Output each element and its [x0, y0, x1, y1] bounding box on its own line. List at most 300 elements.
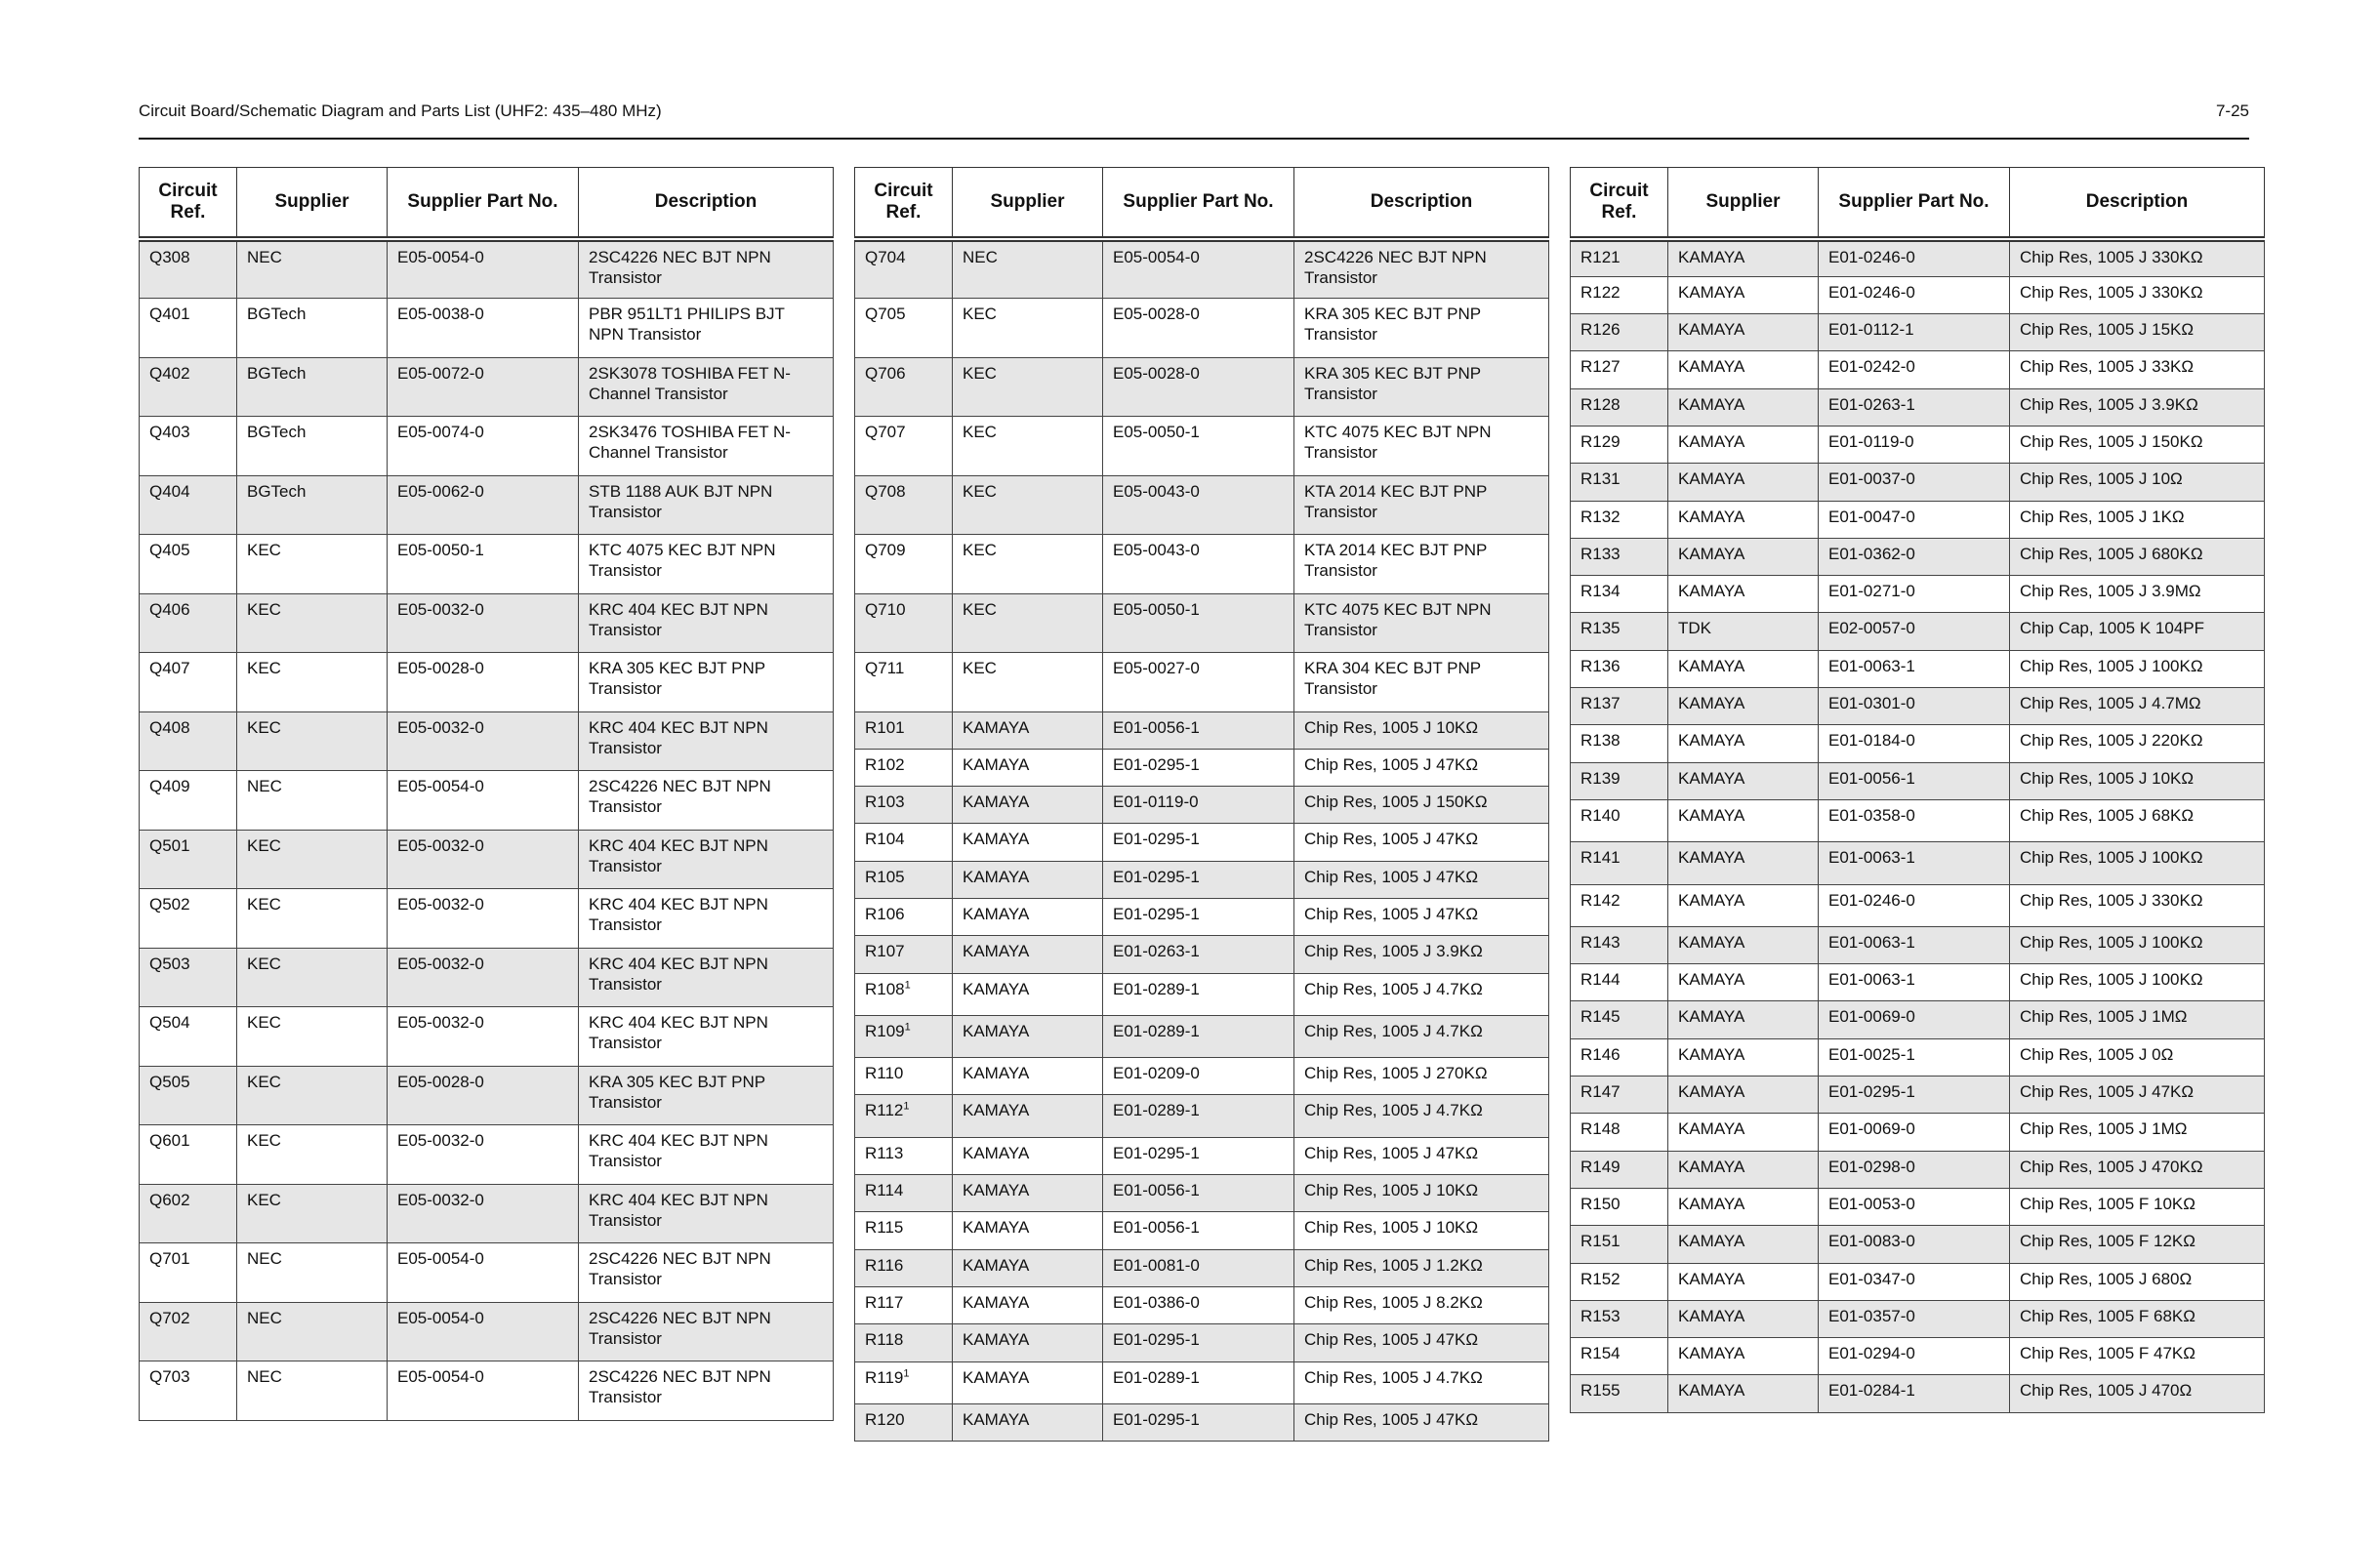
table-row: [1571, 799, 2265, 841]
supplier-cell: KEC: [953, 299, 1103, 358]
circuit-ref-cell: [140, 653, 237, 712]
circuit-ref: Q706: [865, 363, 906, 383]
circuit-ref-cell: [1571, 501, 1668, 538]
part-number-cell: E05-0028-0: [388, 1066, 579, 1125]
table-row: [140, 475, 834, 535]
circuit-ref: R117: [865, 1292, 904, 1312]
part-number-cell: E01-0289-1: [1103, 973, 1294, 1015]
part-number-cell: E01-0056-1: [1103, 1175, 1294, 1212]
part-number-cell: E01-0301-0: [1819, 688, 2010, 725]
circuit-ref-cell: [140, 1007, 237, 1067]
column-header-part-no: Supplier Part No.: [388, 168, 579, 240]
description-cell: Chip Res, 1005 F 12KΩ: [2010, 1226, 2265, 1263]
part-number-cell: E01-0358-0: [1819, 799, 2010, 841]
part-number-cell: E01-0242-0: [1819, 351, 2010, 388]
circuit-ref-cell: [855, 1212, 953, 1249]
table-row: [140, 1066, 834, 1125]
circuit-ref-cell: [1571, 314, 1668, 351]
circuit-ref-cell: [1571, 1001, 1668, 1038]
table-row: [140, 653, 834, 712]
description-cell: Chip Res, 1005 J 100KΩ: [2010, 650, 2265, 687]
description-cell: Chip Res, 1005 J 33KΩ: [2010, 351, 2265, 388]
part-number-cell: E01-0295-1: [1103, 1324, 1294, 1361]
supplier-cell: KAMAYA: [1668, 576, 1819, 613]
circuit-ref: R119: [865, 1367, 904, 1387]
circuit-ref-cell: [1571, 1338, 1668, 1375]
circuit-ref: R116: [865, 1255, 904, 1275]
table-row: [140, 1243, 834, 1303]
circuit-ref-cell: [1571, 538, 1668, 575]
supplier-cell: TDK: [1668, 613, 1819, 650]
supplier-cell: KAMAYA: [953, 824, 1103, 861]
column-header-supplier: Supplier: [237, 168, 388, 240]
supplier-cell: KAMAYA: [1668, 388, 1819, 426]
circuit-ref: R107: [865, 942, 905, 961]
part-number-cell: E01-0209-0: [1103, 1058, 1294, 1095]
column-header-description: Description: [1294, 168, 1549, 240]
circuit-ref: R113: [865, 1143, 904, 1162]
description-cell: Chip Res, 1005 J 47KΩ: [1294, 749, 1549, 786]
circuit-ref-cell: [140, 1243, 237, 1303]
part-number-cell: E05-0032-0: [388, 889, 579, 949]
circuit-ref-cell: [1571, 276, 1668, 313]
circuit-ref: Q409: [149, 777, 190, 795]
table-row: [855, 898, 1549, 935]
circuit-ref: R132: [1580, 507, 1621, 526]
supplier-cell: KEC: [237, 1007, 388, 1067]
circuit-ref: Q710: [865, 599, 906, 619]
description-cell: Chip Res, 1005 J 47KΩ: [1294, 824, 1549, 861]
description-cell: Chip Res, 1005 J 330KΩ: [2010, 884, 2265, 926]
circuit-ref-cell: [140, 535, 237, 594]
supplier-cell: KAMAYA: [953, 1095, 1103, 1137]
supplier-cell: KAMAYA: [953, 861, 1103, 898]
supplier-cell: KEC: [237, 1066, 388, 1125]
table-row: [1571, 1375, 2265, 1412]
supplier-cell: NEC: [237, 1243, 388, 1303]
column-header-description: Description: [2010, 168, 2265, 240]
supplier-cell: KEC: [953, 417, 1103, 476]
table-row: [140, 1361, 834, 1421]
part-number-cell: E05-0054-0: [1103, 239, 1294, 299]
part-number-cell: E05-0032-0: [388, 711, 579, 771]
supplier-cell: KAMAYA: [1668, 688, 1819, 725]
circuit-ref: R112: [865, 1101, 904, 1120]
table-row: [1571, 1114, 2265, 1151]
part-number-cell: E01-0025-1: [1819, 1038, 2010, 1076]
circuit-ref: R105: [865, 867, 905, 886]
circuit-ref: Q403: [149, 423, 190, 441]
table-row: [1571, 884, 2265, 926]
circuit-ref-cell: [855, 1015, 953, 1057]
part-number-cell: E01-0263-1: [1103, 936, 1294, 973]
circuit-ref-cell: [855, 1095, 953, 1137]
table-row: [1571, 464, 2265, 501]
column-header-circuit-ref: Circuit Ref.: [855, 168, 953, 240]
part-number-cell: E01-0246-0: [1819, 884, 2010, 926]
circuit-ref-cell: [855, 936, 953, 973]
description-cell: Chip Res, 1005 J 68KΩ: [2010, 799, 2265, 841]
part-number-cell: E01-0295-1: [1103, 1137, 1294, 1174]
supplier-cell: KAMAYA: [1668, 501, 1819, 538]
circuit-ref: Q602: [149, 1190, 190, 1209]
circuit-ref: R152: [1580, 1269, 1621, 1288]
part-number-cell: E01-0037-0: [1819, 464, 2010, 501]
part-number-cell: E01-0294-0: [1819, 1338, 2010, 1375]
supplier-cell: KAMAYA: [1668, 1151, 1819, 1188]
part-number-cell: E05-0050-1: [1103, 417, 1294, 476]
circuit-ref-cell: [855, 1249, 953, 1286]
circuit-ref: R122: [1580, 282, 1621, 302]
description-cell: Chip Res, 1005 F 47KΩ: [2010, 1338, 2265, 1375]
supplier-cell: KAMAYA: [1668, 314, 1819, 351]
circuit-ref: Q402: [149, 363, 190, 383]
circuit-ref-cell: [140, 711, 237, 771]
footnote-marker: 1: [903, 1100, 910, 1113]
circuit-ref-cell: [855, 711, 953, 749]
circuit-ref-cell: [1571, 576, 1668, 613]
table-row: [1571, 1226, 2265, 1263]
circuit-ref-cell: [855, 973, 953, 1015]
description-cell: Chip Res, 1005 J 4.7KΩ: [1294, 1361, 1549, 1403]
table-row: [855, 475, 1549, 535]
circuit-ref-cell: [140, 1361, 237, 1421]
supplier-cell: KAMAYA: [1668, 538, 1819, 575]
supplier-cell: KAMAYA: [1668, 926, 1819, 963]
part-number-cell: E01-0081-0: [1103, 1249, 1294, 1286]
table-row: [1571, 1338, 2265, 1375]
table-row: [855, 1249, 1549, 1286]
part-number-cell: E05-0028-0: [388, 653, 579, 712]
circuit-ref-cell: [1571, 1077, 1668, 1114]
table-row: [1571, 538, 2265, 575]
column-header-circuit-ref: Circuit Ref.: [1571, 168, 1668, 240]
circuit-ref-cell: [1571, 926, 1668, 963]
supplier-cell: KAMAYA: [1668, 1038, 1819, 1076]
header-divider: [139, 138, 2249, 140]
table-row: [1571, 388, 2265, 426]
supplier-cell: KAMAYA: [953, 1058, 1103, 1095]
circuit-ref-cell: [1571, 884, 1668, 926]
circuit-ref: R128: [1580, 394, 1621, 414]
table-row: [1571, 426, 2265, 463]
part-number-cell: E05-0050-1: [388, 535, 579, 594]
part-number-cell: E05-0043-0: [1103, 475, 1294, 535]
circuit-ref: Q406: [149, 599, 190, 619]
description-cell: Chip Res, 1005 J 3.9KΩ: [1294, 936, 1549, 973]
table-row: [855, 1175, 1549, 1212]
circuit-ref: R133: [1580, 544, 1621, 563]
circuit-ref: R102: [865, 754, 905, 774]
part-number-cell: E05-0038-0: [388, 299, 579, 358]
circuit-ref: R149: [1580, 1157, 1621, 1176]
circuit-ref: Q707: [865, 423, 906, 441]
table-row: [1571, 1077, 2265, 1114]
description-cell: Chip Res, 1005 J 4.7KΩ: [1294, 1015, 1549, 1057]
supplier-cell: NEC: [953, 239, 1103, 299]
part-number-cell: E01-0112-1: [1819, 314, 2010, 351]
circuit-ref: R143: [1580, 932, 1621, 952]
table-row: [140, 239, 834, 299]
part-number-cell: E01-0295-1: [1103, 898, 1294, 935]
supplier-cell: NEC: [237, 1361, 388, 1421]
part-number-cell: E01-0047-0: [1819, 501, 2010, 538]
circuit-ref: Q504: [149, 1013, 190, 1032]
description-cell: Chip Res, 1005 J 10KΩ: [1294, 1212, 1549, 1249]
supplier-cell: KAMAYA: [1668, 884, 1819, 926]
description-cell: KTA 2014 KEC BJT PNP Transistor: [1294, 535, 1549, 594]
part-number-cell: E05-0054-0: [388, 1243, 579, 1303]
table-row: [140, 357, 834, 417]
table-row: [855, 711, 1549, 749]
description-cell: Chip Res, 1005 J 1KΩ: [2010, 501, 2265, 538]
description-cell: Chip Res, 1005 J 15KΩ: [2010, 314, 2265, 351]
part-number-cell: E01-0119-0: [1103, 787, 1294, 824]
circuit-ref-cell: [140, 948, 237, 1007]
circuit-ref: R142: [1580, 890, 1621, 910]
supplier-cell: BGTech: [237, 417, 388, 476]
footnote-marker: 1: [904, 978, 911, 991]
circuit-ref-cell: [1571, 1114, 1668, 1151]
part-number-cell: E01-0271-0: [1819, 576, 2010, 613]
description-cell: Chip Res, 1005 J 100KΩ: [2010, 964, 2265, 1001]
circuit-ref: R144: [1580, 970, 1621, 990]
table-row: [855, 787, 1549, 824]
table-row: [855, 1095, 1549, 1137]
description-cell: Chip Res, 1005 J 100KΩ: [2010, 926, 2265, 963]
circuit-ref-cell: [140, 771, 237, 831]
column-header-part-no: Supplier Part No.: [1819, 168, 2010, 240]
supplier-cell: BGTech: [237, 475, 388, 535]
description-cell: Chip Cap, 1005 K 104PF: [2010, 613, 2265, 650]
description-cell: Chip Res, 1005 J 4.7KΩ: [1294, 1095, 1549, 1137]
part-number-cell: E05-0054-0: [388, 1302, 579, 1361]
part-number-cell: E01-0246-0: [1819, 239, 2010, 276]
part-number-cell: E01-0069-0: [1819, 1114, 2010, 1151]
circuit-ref: R115: [865, 1218, 904, 1238]
footnote-marker: 1: [904, 1021, 911, 1034]
circuit-ref-cell: [1571, 762, 1668, 799]
supplier-cell: NEC: [237, 771, 388, 831]
description-cell: KRC 404 KEC BJT NPN Transistor: [579, 830, 834, 889]
supplier-cell: KEC: [953, 357, 1103, 417]
table-row: [855, 1361, 1549, 1403]
table-row: [1571, 1001, 2265, 1038]
parts-table-1: [139, 167, 834, 1421]
table-row: [1571, 1300, 2265, 1337]
description-cell: KRA 304 KEC BJT PNP Transistor: [1294, 653, 1549, 712]
supplier-cell: KAMAYA: [953, 1137, 1103, 1174]
supplier-cell: KEC: [237, 653, 388, 712]
table-row: [1571, 1263, 2265, 1300]
description-cell: Chip Res, 1005 J 270KΩ: [1294, 1058, 1549, 1095]
circuit-ref-cell: [855, 535, 953, 594]
circuit-ref-cell: [1571, 1375, 1668, 1412]
part-number-cell: E05-0032-0: [388, 1125, 579, 1185]
circuit-ref: Q708: [865, 481, 906, 501]
supplier-cell: KAMAYA: [1668, 426, 1819, 463]
circuit-ref-cell: [855, 239, 953, 299]
circuit-ref: R145: [1580, 1007, 1621, 1027]
supplier-cell: NEC: [237, 239, 388, 299]
circuit-ref: R120: [865, 1409, 905, 1429]
description-cell: 2SC4226 NEC BJT NPN Transistor: [579, 1361, 834, 1421]
supplier-cell: KAMAYA: [1668, 1300, 1819, 1337]
part-number-cell: E01-0184-0: [1819, 725, 2010, 762]
circuit-ref-cell: [140, 299, 237, 358]
supplier-cell: KEC: [953, 593, 1103, 653]
circuit-ref: R137: [1580, 694, 1621, 713]
description-cell: Chip Res, 1005 J 8.2KΩ: [1294, 1286, 1549, 1323]
description-cell: Chip Res, 1005 J 680KΩ: [2010, 538, 2265, 575]
supplier-cell: KAMAYA: [1668, 1263, 1819, 1300]
column-header-description: Description: [579, 168, 834, 240]
supplier-cell: KAMAYA: [1668, 1001, 1819, 1038]
supplier-cell: KAMAYA: [953, 898, 1103, 935]
supplier-cell: KAMAYA: [1668, 725, 1819, 762]
circuit-ref-cell: [1571, 239, 1668, 276]
supplier-cell: NEC: [237, 1302, 388, 1361]
description-cell: Chip Res, 1005 J 10KΩ: [1294, 1175, 1549, 1212]
description-cell: KRA 305 KEC BJT PNP Transistor: [1294, 357, 1549, 417]
part-number-cell: E05-0054-0: [388, 1361, 579, 1421]
description-cell: KRA 305 KEC BJT PNP Transistor: [579, 1066, 834, 1125]
description-cell: Chip Res, 1005 J 0Ω: [2010, 1038, 2265, 1076]
table-row: [855, 357, 1549, 417]
description-cell: Chip Res, 1005 J 3.9MΩ: [2010, 576, 2265, 613]
description-cell: KRA 305 KEC BJT PNP Transistor: [579, 653, 834, 712]
table-row: [1571, 926, 2265, 963]
circuit-ref: Q505: [149, 1072, 190, 1091]
part-number-cell: E01-0263-1: [1819, 388, 2010, 426]
circuit-ref-cell: [855, 1175, 953, 1212]
table-row: [855, 653, 1549, 712]
circuit-ref: Q702: [149, 1308, 190, 1327]
table-row: [140, 889, 834, 949]
part-number-cell: E01-0083-0: [1819, 1226, 2010, 1263]
circuit-ref: Q709: [865, 541, 906, 559]
supplier-cell: KEC: [237, 593, 388, 653]
part-number-cell: E01-0119-0: [1819, 426, 2010, 463]
part-number-cell: E05-0028-0: [1103, 299, 1294, 358]
circuit-ref-cell: [1571, 613, 1668, 650]
circuit-ref: Q501: [149, 835, 190, 855]
table-row: [855, 1137, 1549, 1174]
circuit-ref-cell: [140, 1302, 237, 1361]
supplier-cell: KAMAYA: [1668, 1188, 1819, 1225]
supplier-cell: KAMAYA: [1668, 276, 1819, 313]
part-number-cell: E05-0054-0: [388, 771, 579, 831]
supplier-cell: KAMAYA: [1668, 1114, 1819, 1151]
description-cell: Chip Res, 1005 J 47KΩ: [2010, 1077, 2265, 1114]
circuit-ref-cell: [855, 299, 953, 358]
supplier-cell: KAMAYA: [1668, 239, 1819, 276]
description-cell: 2SC4226 NEC BJT NPN Transistor: [1294, 239, 1549, 299]
table-row: [140, 771, 834, 831]
table-row: [855, 299, 1549, 358]
supplier-cell: KEC: [237, 1184, 388, 1243]
parts-table-2: [854, 167, 1549, 1442]
circuit-ref-cell: [855, 861, 953, 898]
part-number-cell: E01-0298-0: [1819, 1151, 2010, 1188]
circuit-ref: Q401: [149, 305, 190, 323]
part-number-cell: E05-0032-0: [388, 1007, 579, 1067]
circuit-ref: R110: [865, 1064, 904, 1083]
circuit-ref: Q404: [149, 481, 190, 501]
part-number-cell: E01-0289-1: [1103, 1361, 1294, 1403]
table-row: [1571, 239, 2265, 276]
description-cell: Chip Res, 1005 J 150KΩ: [2010, 426, 2265, 463]
circuit-ref-cell: [1571, 1300, 1668, 1337]
description-cell: Chip Res, 1005 J 4.7KΩ: [1294, 973, 1549, 1015]
supplier-cell: KAMAYA: [1668, 1226, 1819, 1263]
supplier-cell: KAMAYA: [953, 711, 1103, 749]
circuit-ref-cell: [140, 475, 237, 535]
supplier-cell: KEC: [237, 1125, 388, 1185]
table-row: [1571, 964, 2265, 1001]
description-cell: 2SC4226 NEC BJT NPN Transistor: [579, 771, 834, 831]
description-cell: KRC 404 KEC BJT NPN Transistor: [579, 593, 834, 653]
circuit-ref: R126: [1580, 320, 1621, 340]
table-row: [1571, 650, 2265, 687]
part-number-cell: E01-0053-0: [1819, 1188, 2010, 1225]
circuit-ref-cell: [140, 1066, 237, 1125]
part-number-cell: E05-0074-0: [388, 417, 579, 476]
circuit-ref-cell: [855, 824, 953, 861]
circuit-ref: Q601: [149, 1131, 190, 1150]
description-cell: KTC 4075 KEC BJT NPN Transistor: [579, 535, 834, 594]
circuit-ref: Q503: [149, 954, 190, 973]
circuit-ref-cell: [1571, 688, 1668, 725]
description-cell: Chip Res, 1005 J 47KΩ: [1294, 1403, 1549, 1441]
part-number-cell: E05-0043-0: [1103, 535, 1294, 594]
supplier-cell: KAMAYA: [953, 973, 1103, 1015]
circuit-ref: R118: [865, 1330, 904, 1350]
circuit-ref-cell: [855, 1403, 953, 1441]
part-number-cell: E01-0063-1: [1819, 964, 2010, 1001]
description-cell: KRC 404 KEC BJT NPN Transistor: [579, 1125, 834, 1185]
supplier-cell: KAMAYA: [953, 1212, 1103, 1249]
circuit-ref: R114: [865, 1181, 904, 1200]
description-cell: KRC 404 KEC BJT NPN Transistor: [579, 1007, 834, 1067]
part-number-cell: E05-0062-0: [388, 475, 579, 535]
description-cell: PBR 951LT1 PHILIPS BJT NPN Transistor: [579, 299, 834, 358]
part-number-cell: E01-0056-1: [1103, 711, 1294, 749]
circuit-ref: R134: [1580, 582, 1621, 601]
part-number-cell: E01-0056-1: [1819, 762, 2010, 799]
supplier-cell: KEC: [953, 535, 1103, 594]
description-cell: Chip Res, 1005 J 47KΩ: [1294, 861, 1549, 898]
supplier-cell: KAMAYA: [1668, 1338, 1819, 1375]
table-row: [1571, 842, 2265, 884]
circuit-ref-cell: [140, 357, 237, 417]
circuit-ref: Q502: [149, 895, 190, 914]
table-row: [140, 1125, 834, 1185]
description-cell: KRC 404 KEC BJT NPN Transistor: [579, 1184, 834, 1243]
circuit-ref-cell: [140, 1125, 237, 1185]
table-row: [1571, 1188, 2265, 1225]
circuit-ref: R121: [1580, 248, 1621, 266]
circuit-ref-cell: [855, 1058, 953, 1095]
part-number-cell: E01-0284-1: [1819, 1375, 2010, 1412]
circuit-ref: R136: [1580, 656, 1621, 675]
description-cell: Chip Res, 1005 J 47KΩ: [1294, 898, 1549, 935]
circuit-ref: R139: [1580, 768, 1621, 788]
circuit-ref: R146: [1580, 1044, 1621, 1064]
part-number-cell: E05-0050-1: [1103, 593, 1294, 653]
supplier-cell: BGTech: [237, 299, 388, 358]
table-row: [1571, 576, 2265, 613]
